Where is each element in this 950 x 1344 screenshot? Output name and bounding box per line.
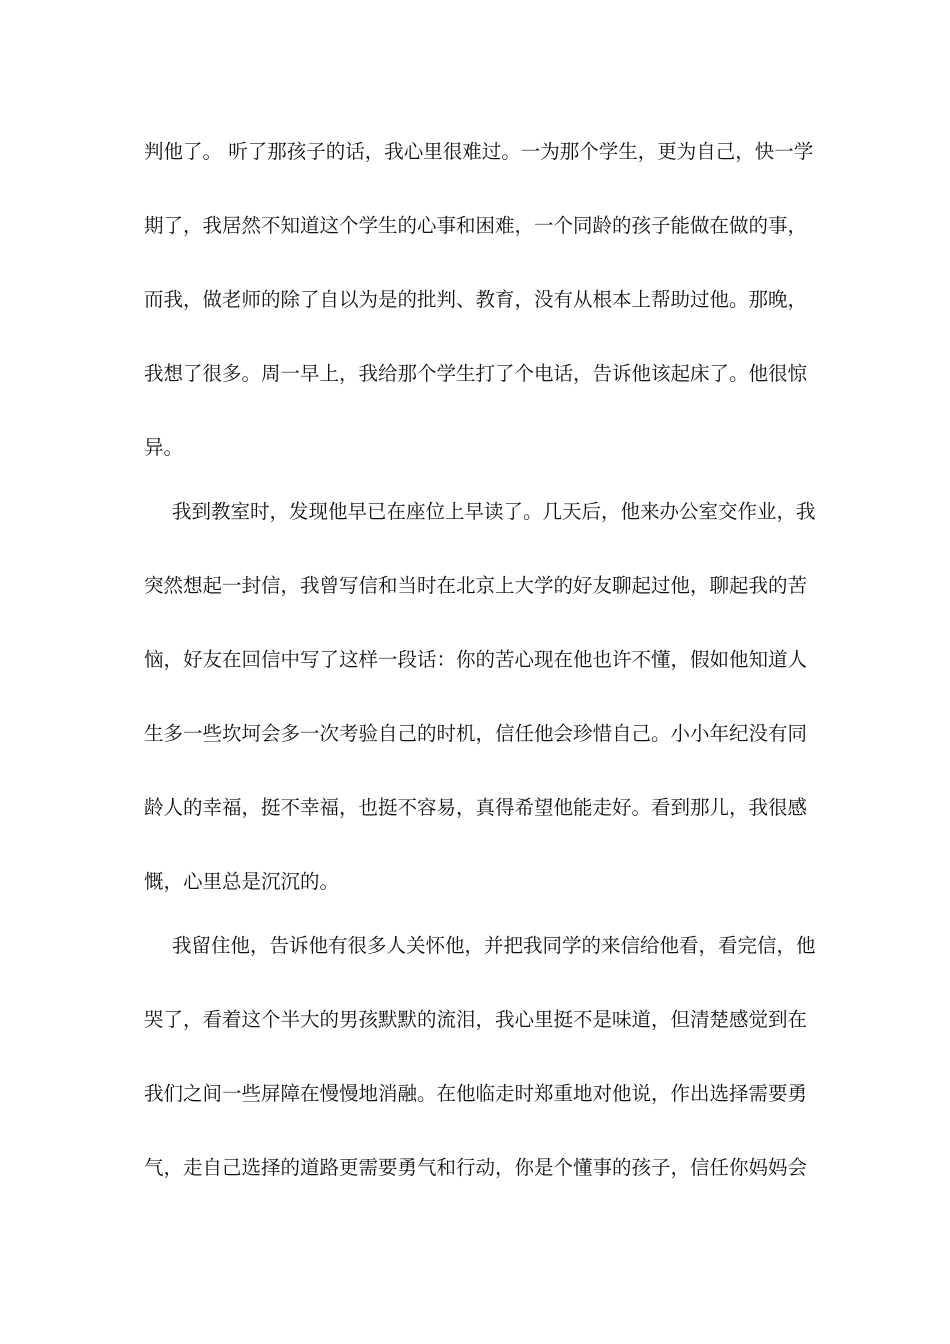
text-line: 判他了。 听了那孩子的话，我心里很难过。一为那个学生，更为自己，快一学 (144, 140, 814, 163)
text-line: 哭了，看着这个半大的男孩默默的流泪，我心里挺不是味道，但清楚感觉到在 (144, 1008, 808, 1031)
text-line: 龄人的幸福，挺不幸福，也挺不容易，真得希望他能走好。看到那儿，我很感 (144, 796, 808, 819)
text-line: 我想了很多。周一早上，我给那个学生打了个电话，告诉他该起床了。他很惊 (144, 362, 808, 385)
text-line: 期了，我居然不知道这个学生的心事和困难，一个同龄的孩子能做在做的事， (144, 214, 808, 237)
text-line: 我们之间一些屏障在慢慢地消融。在他临走时郑重地对他说，作出选择需要勇 (144, 1082, 808, 1105)
text-line: 异。 (144, 436, 184, 459)
text-line: 恼，好友在回信中写了这样一段话：你的苦心现在他也许不懂，假如他知道人 (144, 648, 808, 671)
text-line: 生多一些坎坷会多一次考验自己的时机，信任他会珍惜自己。小小年纪没有同 (144, 722, 808, 745)
text-line: 慨，心里总是沉沉的。 (144, 870, 340, 893)
text-line: 气，走自己选择的道路更需要勇气和行动，你是个懂事的孩子，信任你妈妈会 (144, 1156, 808, 1179)
text-line: 我到教室时，发现他早已在座位上早读了。几天后，他来办公室交作业，我 (172, 500, 816, 523)
text-line: 我留住他，告诉他有很多人关怀他，并把我同学的来信给他看，看完信，他 (172, 934, 816, 957)
text-line: 突然想起一封信，我曾写信和当时在北京上大学的好友聊起过他，聊起我的苦 (144, 574, 808, 597)
text-line: 而我，做老师的除了自以为是的批判、教育，没有从根本上帮助过他。那晚， (144, 288, 808, 311)
